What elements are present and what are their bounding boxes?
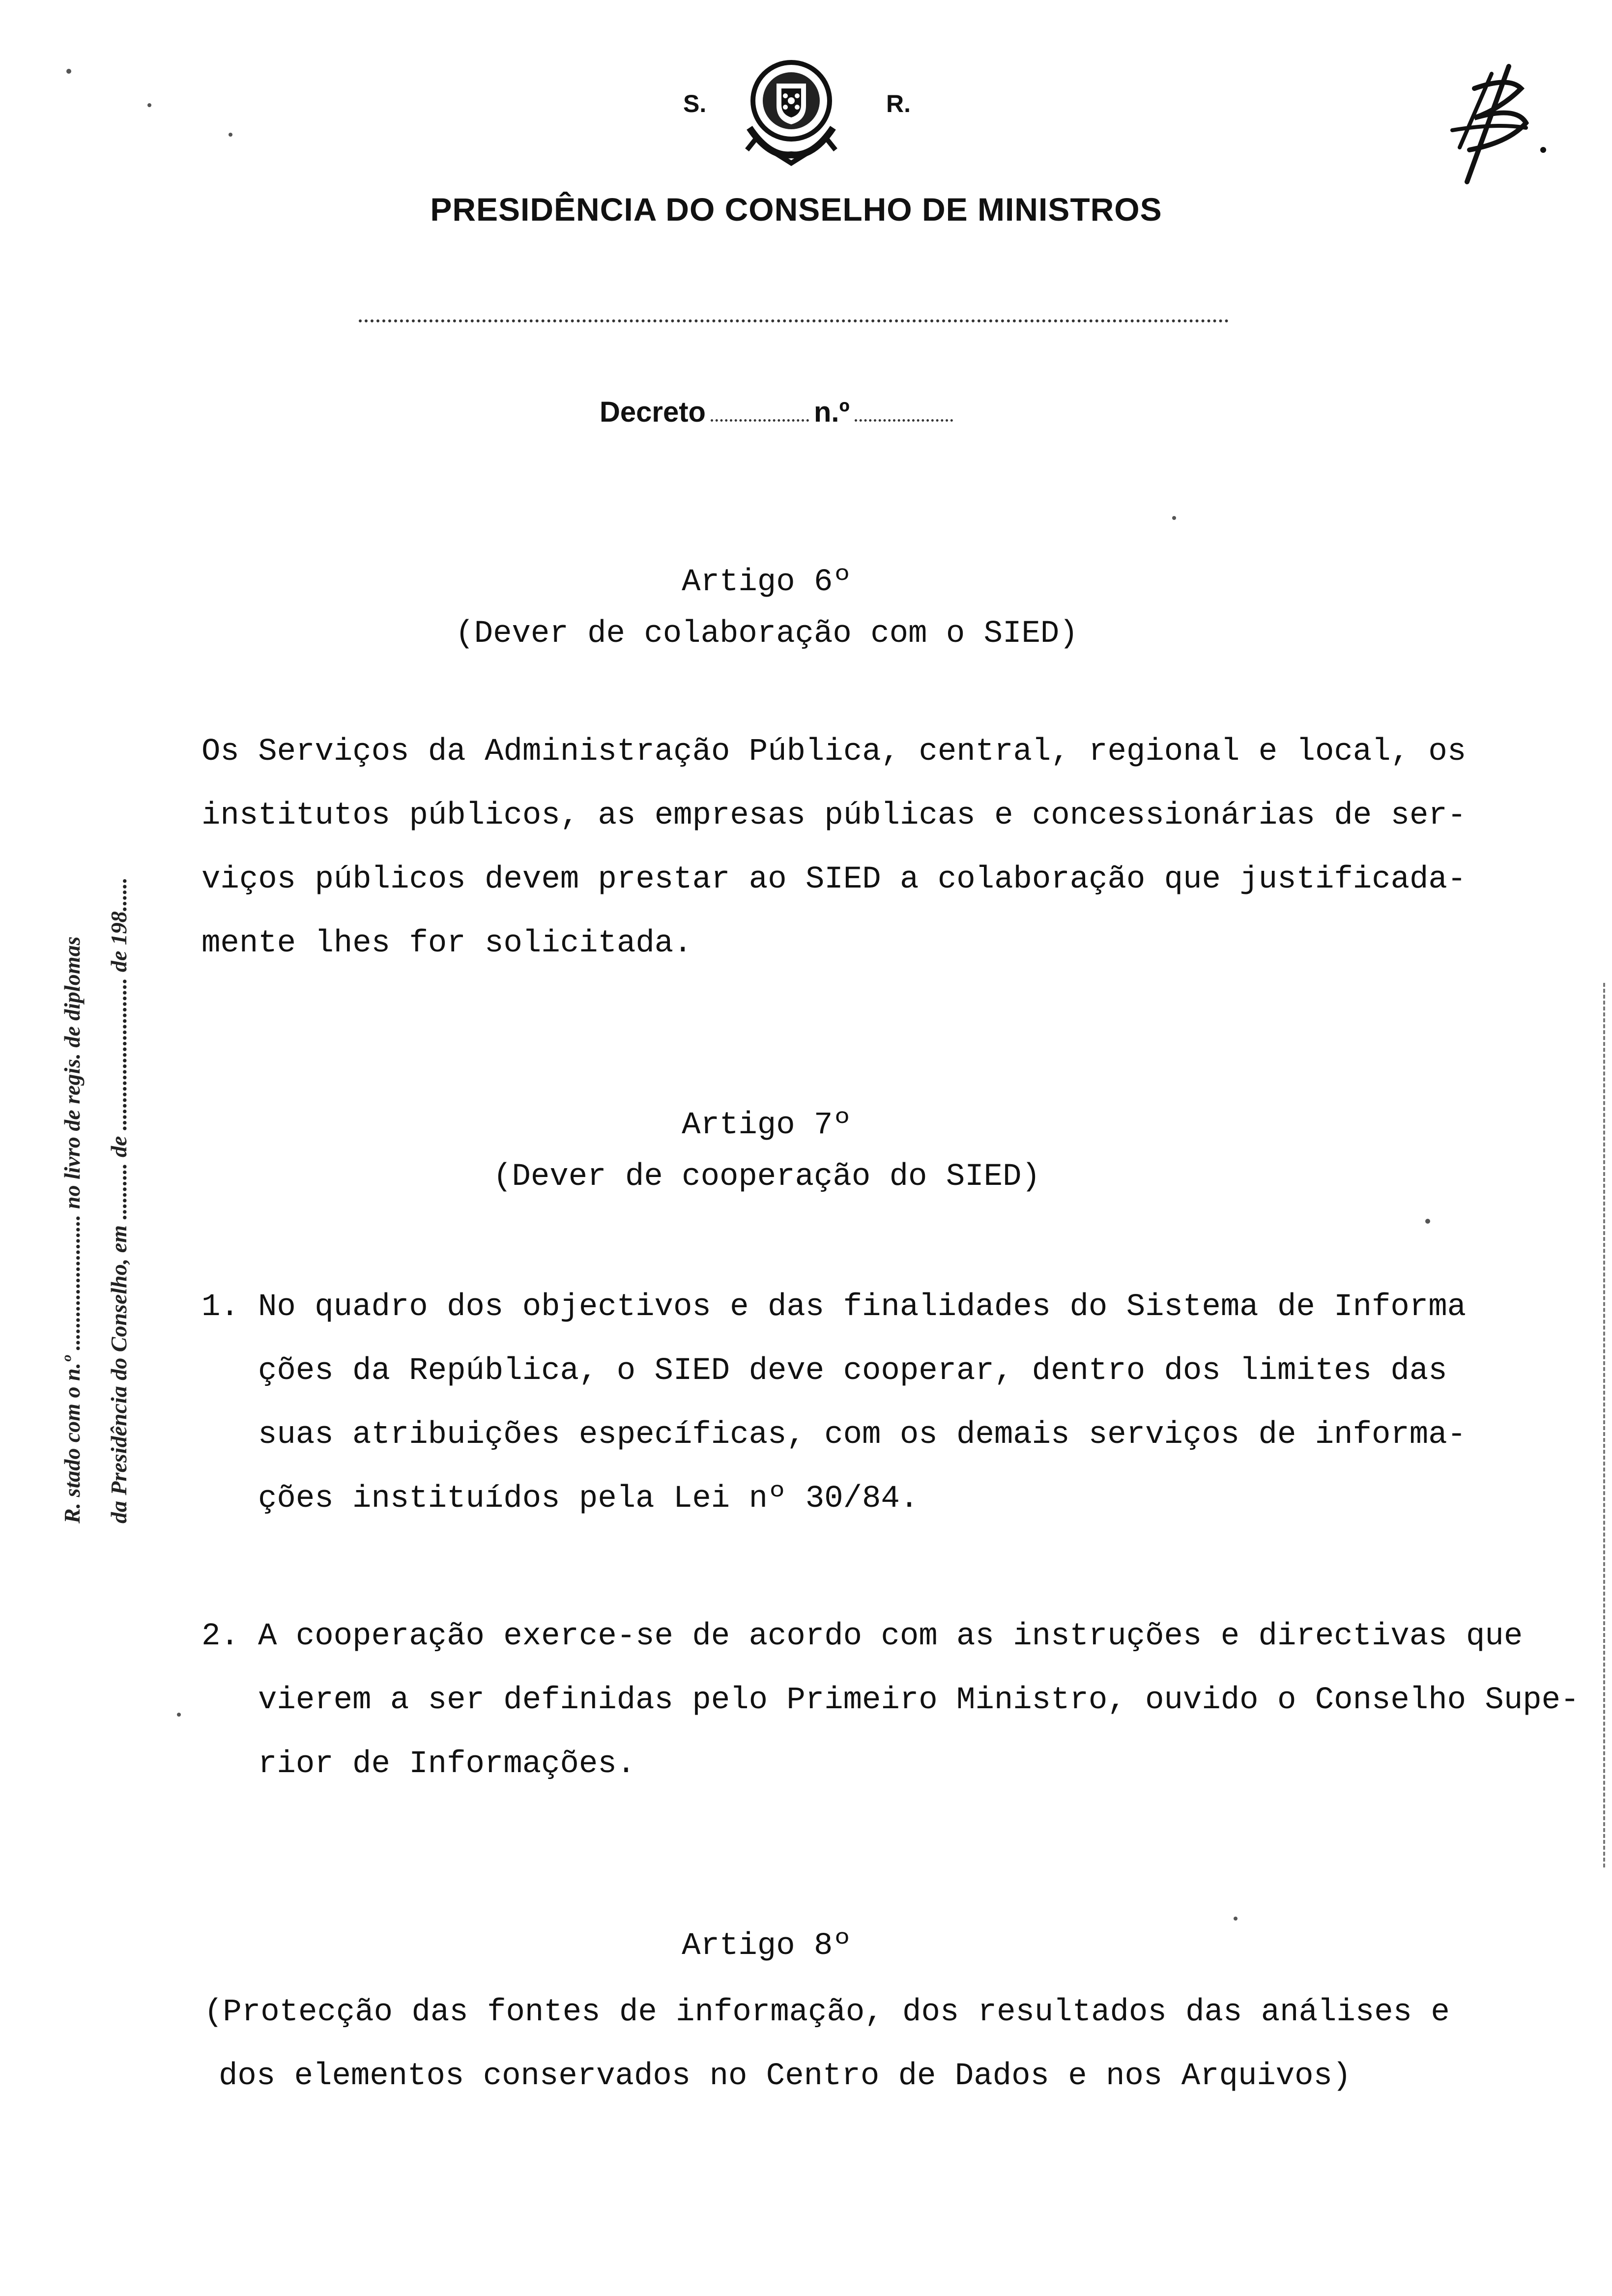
artigo-7-item-1-line: No quadro dos objectivos e das finalidades do Sistema de Informa <box>258 1290 1466 1325</box>
scan-speck <box>66 69 71 74</box>
organization-title: PRESIDÊNCIA DO CONSELHO DE MINISTROS <box>430 191 1162 228</box>
artigo-6-line: institutos públicos, as empresas públicas e concessionárias de ser- <box>202 798 1467 833</box>
decreto-label: Decreto <box>600 396 706 428</box>
artigo-7-item-2-line: vierem a ser definidas pelo Primeiro Ministro, ouvido o Conselho Supe- <box>258 1683 1580 1718</box>
artigo-6-line: Os Serviços da Administração Pública, central, regional e local, os <box>202 734 1467 770</box>
artigo-7-item-2-number: 2. <box>202 1619 239 1654</box>
letterhead-right-letter: R. <box>886 90 911 117</box>
letterhead-left-letter: S. <box>683 90 707 117</box>
artigo-7-item-2-line: rior de Informações. <box>258 1747 636 1782</box>
artigo-6-paragraph <box>202 720 1466 976</box>
artigo-8-subtitle <box>204 1980 1450 2108</box>
artigo-8-subtitle-line: dos elementos conservados no Centro de Dados e nos Arquivos) <box>219 2059 1352 2094</box>
artigo-8-subtitle-line: (Protecção das fontes de informação, dos resultados das análises e <box>204 1995 1450 2030</box>
letterhead <box>0 0 1612 462</box>
scan-edge-artifact <box>1603 983 1605 1867</box>
scan-speck <box>147 103 151 107</box>
numero-blank <box>855 419 953 422</box>
artigo-7-item-1-number: 1. <box>202 1290 239 1325</box>
artigo-6-subtitle: (Dever de colaboração com o SIED) <box>455 616 1078 652</box>
artigo-8-heading: Artigo 8º <box>682 1928 852 1964</box>
artigo-7-item-2 <box>258 1605 1579 1796</box>
artigo-6-heading: Artigo 6º <box>682 565 852 600</box>
artigo-7-item-1-line: ções da República, o SIED deve cooperar, dentro dos limites das <box>258 1353 1447 1389</box>
handwritten-initials-signature <box>1445 64 1553 187</box>
artigo-6-line: mente lhes for solicitada. <box>202 926 692 961</box>
artigo-7-item-1 <box>258 1275 1466 1531</box>
scan-speck <box>229 133 232 137</box>
margin-note-line-2: da Presidência do Conselho, em .......... de ........................... de 198...... <box>106 877 131 1523</box>
artigo-7-subtitle: (Dever de cooperação do SIED) <box>493 1159 1040 1195</box>
scan-speck <box>1172 516 1176 520</box>
decreto-blank <box>711 419 809 422</box>
coat-of-arms-seal <box>730 54 853 167</box>
decreto-line <box>600 396 958 429</box>
artigo-7-heading: Artigo 7º <box>682 1108 852 1143</box>
artigo-7-item-1-line: ções instituídos pela Lei nº 30/84. <box>258 1481 919 1517</box>
numero-label: n.º <box>813 396 850 428</box>
scan-speck <box>1234 1917 1238 1921</box>
artigo-6-line: viços públicos devem prestar ao SIED a colaboração que justificada- <box>202 862 1467 897</box>
artigo-7-item-1-line: suas atribuições específicas, com os demais serviços de informa- <box>258 1417 1466 1453</box>
margin-note-line-1: R. stado com o n.º ........................ no livro de regis. de diplomas <box>59 936 85 1523</box>
artigo-7-item-2-line: A cooperação exerce-se de acordo com as instruções e directivas que <box>258 1619 1523 1654</box>
header-dotted-line <box>359 319 1229 322</box>
scan-speck <box>177 1713 181 1717</box>
scan-speck <box>1425 1219 1430 1224</box>
